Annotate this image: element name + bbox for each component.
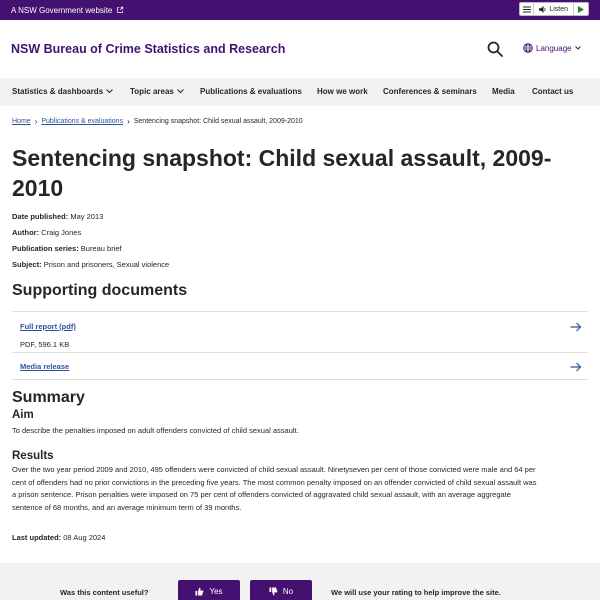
aim-heading: Aim <box>12 409 34 421</box>
nav-item-label: Conferences & seminars <box>383 87 477 96</box>
full-report-link[interactable]: Full report (pdf) <box>20 322 76 331</box>
results-line: cent of offenders had no prior convictions in the preceding five years. The most common penalty imposed on an offender convicted of child sexual assault was <box>12 477 537 487</box>
summary-heading: Summary <box>12 389 85 406</box>
chevron-down-icon <box>575 46 581 50</box>
nav-item-label: Media <box>492 87 515 96</box>
chevron-down-icon <box>106 89 113 94</box>
nav-item-label: Statistics & dashboards <box>12 87 104 96</box>
listen-label: Listen <box>549 5 568 13</box>
chevron-down-icon <box>177 89 184 94</box>
chevron-right-icon: › <box>127 117 130 126</box>
meta-publication-series <box>12 244 122 253</box>
breadcrumb-current: Sentencing snapshot: Child sexual assault, 2009-2010 <box>133 118 303 125</box>
results-heading: Results <box>12 450 54 462</box>
last-updated-label: Last updated: <box>12 533 62 542</box>
feedback-yes-button[interactable] <box>178 580 240 600</box>
government-banner-text: A NSW Government website <box>11 5 113 15</box>
nav-item-contact-us[interactable] <box>532 87 573 96</box>
nav-item-label: Publications & evaluations <box>200 87 302 96</box>
meta-label: Date published: <box>12 212 69 221</box>
meta-label: Subject: <box>12 260 42 269</box>
aim-text: To describe the penalties imposed on adult offenders convicted of child sexual assault. <box>12 426 299 435</box>
feedback-no-button[interactable] <box>250 580 312 600</box>
meta-subject <box>12 260 169 269</box>
arrow-right-icon[interactable] <box>570 362 582 372</box>
site-title-link[interactable]: NSW Bureau of Crime Statistics and Research <box>11 42 286 56</box>
breadcrumb <box>12 117 303 126</box>
supporting-documents-heading: Supporting documents <box>12 282 188 299</box>
nav-item-label: How we work <box>317 87 368 96</box>
speaker-icon <box>539 6 547 13</box>
document-item-full-report <box>12 311 588 352</box>
feedback-bar <box>0 563 600 600</box>
government-banner <box>0 0 600 20</box>
feedback-yes-label: Yes <box>209 586 223 596</box>
thumbs-up-icon <box>195 587 204 596</box>
full-report-file-info: PDF, 596.1 KB <box>20 340 70 349</box>
nav-item-how-we-work[interactable] <box>317 87 368 96</box>
arrow-right-icon[interactable] <box>570 322 582 332</box>
page-title <box>12 143 592 203</box>
meta-label: Publication series: <box>12 244 79 253</box>
results-line: Over the two year period 2009 and 2010, 495 offenders were convicted of child sexual assault. Ninetyseven per cent of those convicted were male and 64 per <box>12 465 536 474</box>
nav-item-conferences-seminars[interactable] <box>383 87 477 96</box>
media-release-link[interactable]: Media release <box>20 362 70 371</box>
feedback-note: We will use your rating to help improve the site. <box>331 588 501 597</box>
listen-menu-button[interactable] <box>520 3 534 15</box>
nav-item-publications-evaluations[interactable] <box>200 87 302 96</box>
search-icon[interactable] <box>486 40 504 58</box>
results-line: a prison sentence. Prison penalties were imposed on 75 per cent of offenders convicted of aggravated child sexual assault, with an average aggregate <box>12 490 511 499</box>
results-line: sentence of 68 months, and an average minimum term of 39 months. <box>12 502 242 512</box>
meta-label: Author: <box>12 228 40 237</box>
feedback-no-label: No <box>282 586 294 596</box>
external-link-icon <box>116 6 124 14</box>
results-text <box>12 464 596 514</box>
meta-value: May 2013 <box>70 212 104 221</box>
main-navigation <box>0 78 600 106</box>
breadcrumb-home-link[interactable]: Home <box>12 118 31 125</box>
meta-author <box>12 228 81 237</box>
breadcrumb-publications-link[interactable]: Publications & evaluations <box>41 118 124 125</box>
listen-play-button[interactable] <box>574 3 588 15</box>
nav-item-label: Topic areas <box>130 87 174 96</box>
nav-item-label: Contact us <box>532 87 574 96</box>
page-title-line-1: Sentencing snapshot: Child sexual assault, 2009- <box>12 145 552 171</box>
thumbs-down-icon <box>269 587 278 596</box>
hamburger-icon <box>523 6 531 13</box>
site-header <box>0 20 600 78</box>
feedback-question: Was this content useful? <box>60 588 149 597</box>
nav-item-topic-areas[interactable] <box>130 87 184 96</box>
nav-item-statistics-dashboards[interactable] <box>12 87 113 96</box>
language-label: Language <box>536 43 572 53</box>
last-updated-value: 08 Aug 2024 <box>63 533 106 542</box>
listen-widget <box>519 2 589 16</box>
meta-value: Craig Jones <box>41 228 82 237</box>
page-title-line-2: 2010 <box>12 175 64 201</box>
globe-icon <box>523 43 533 53</box>
listen-button[interactable] <box>534 3 574 15</box>
meta-value: Prison and prisoners, Sexual violence <box>43 260 170 269</box>
meta-date-published <box>12 212 103 221</box>
last-updated <box>12 533 105 542</box>
document-item-media-release <box>12 352 588 380</box>
nav-item-media[interactable] <box>492 87 515 96</box>
language-selector[interactable] <box>523 43 581 53</box>
play-icon <box>578 6 584 13</box>
chevron-right-icon: › <box>34 117 38 126</box>
meta-value: Bureau brief <box>80 244 122 253</box>
